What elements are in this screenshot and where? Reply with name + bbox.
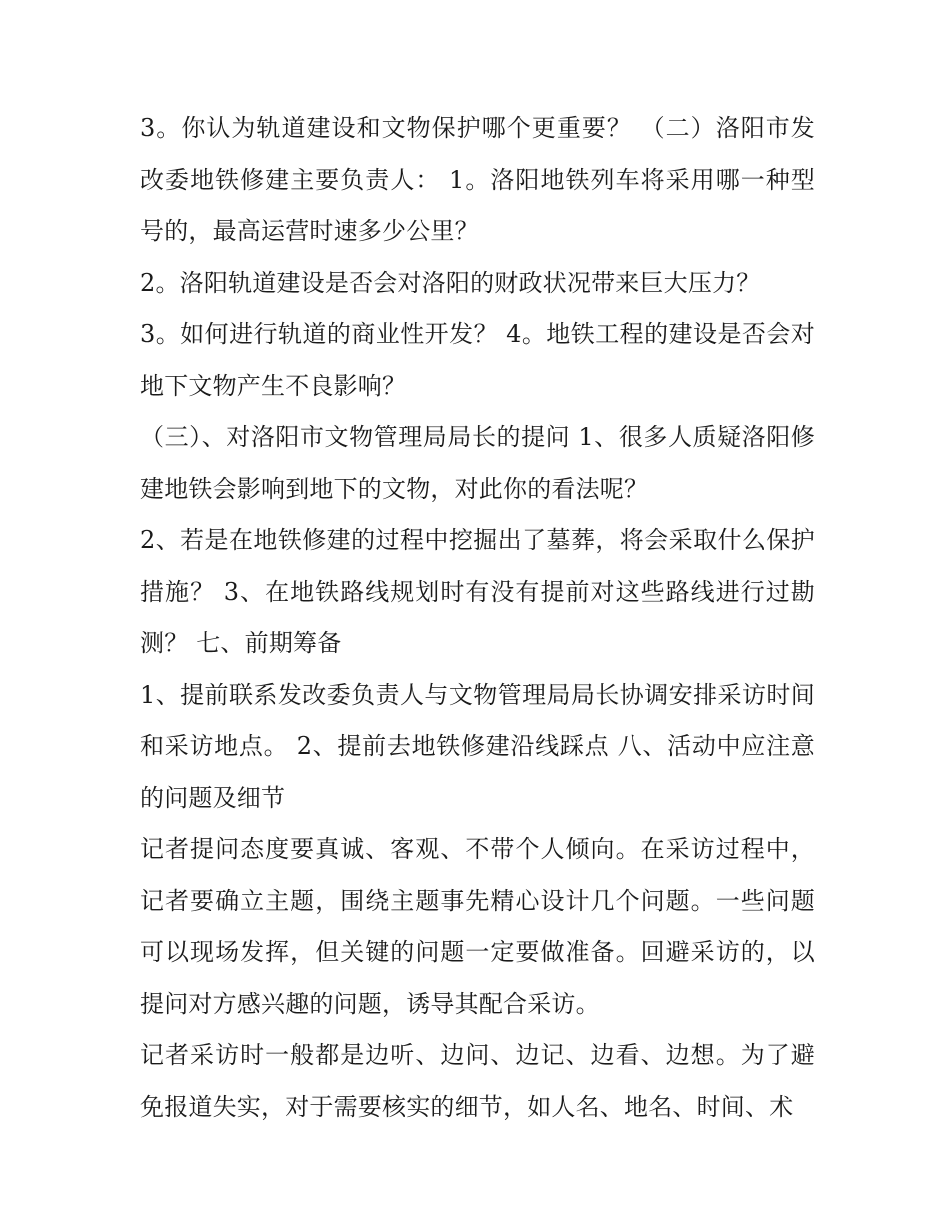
paragraph-4: （三）、对洛阳市文物管理局局长的提问 1、很多人质疑洛阳修建地铁会影响到地下的文物，对此你的看法呢？ xyxy=(140,423,815,503)
document-body xyxy=(140,103,815,1133)
paragraph-1: 3。你认为轨道建设和文物保护哪个更重要？ （二）洛阳市发改委地铁修建主要负责人： 1。洛阳地铁列车将采用哪一种型号的，最高运营时速多少公里？ xyxy=(140,114,815,245)
paragraph-2: 2。洛阳轨道建设是否会对洛阳的财政状况带来巨大压力？ xyxy=(140,268,761,297)
paragraph-7: 记者提问态度要真诚、客观、不带个人倾向。在采访过程中，记者要确立主题，围绕主题事先精心设计几个问题。一些问题可以现场发挥，但关键的问题一定要做准备。回避采访的，以提问对方感兴趣的问题，诱导其配合采访。 xyxy=(140,835,815,1018)
paragraph-5: 2、若是在地铁修建的过程中挖掘出了墓葬，将会采取什么保护措施？ 3、在地铁路线规划时有没有提前对这些路线进行过勘测？ 七、前期筹备 xyxy=(140,526,815,657)
paragraph-6: 1、提前联系发改委负责人与文物管理局局长协调安排采访时间和采访地点。 2、提前去地铁修建沿线踩点 八、活动中应注意的问题及细节 xyxy=(140,680,815,812)
paragraph-3: 3。如何进行轨道的商业性开发？ 4。地铁工程的建设是否会对地下文物产生不良影响？ xyxy=(140,320,815,400)
paragraph-8: 记者采访时一般都是边听、边问、边记、边看、边想。为了避免报道失实，对于需要核实的细节，如人名、地名、时间、术 xyxy=(140,1041,815,1121)
